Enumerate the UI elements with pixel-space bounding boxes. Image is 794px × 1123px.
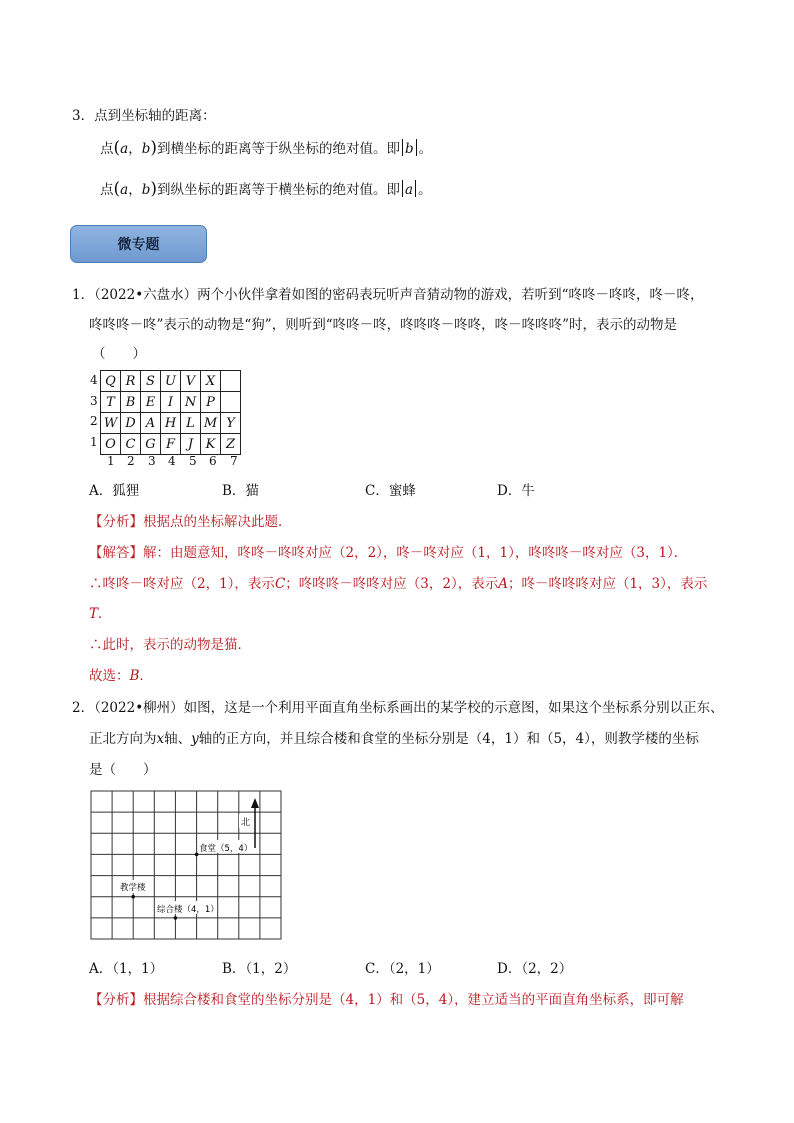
section3-line2: 点(a，b)到纵坐标的距离等于横坐标的绝对值。即 a 。 xyxy=(100,179,432,199)
canteen-label: 食堂（5，4） xyxy=(199,844,253,854)
grid-cell: M xyxy=(201,413,221,434)
cipher-grid xyxy=(100,370,241,455)
q2-option-b[interactable]: B．（1，2） xyxy=(222,961,297,977)
grid-x-label: 1 xyxy=(107,454,115,468)
map-grid-lines xyxy=(91,791,281,939)
teaching-point xyxy=(131,895,135,899)
teaching-label: 教学楼 xyxy=(120,883,146,893)
grid-cell: Q xyxy=(101,371,121,392)
topic-banner: 微专题 xyxy=(70,225,207,263)
q1-option-a[interactable]: A．狐狸 xyxy=(89,483,140,499)
grid-cell: S xyxy=(141,371,161,392)
q1-stem-line2: 咚咚咚－咚”表示的动物是“狗”，则听到“咚咚－咚，咚咚咚－咚咚，咚－咚咚咚”时，表示的动物是 xyxy=(89,317,678,333)
grid-cell: T xyxy=(101,392,121,413)
q1-therefore-1: ∴咚咚－咚对应（2，1），表示C；咚咚咚－咚咚对应（3，2），表示A；咚－咚咚咚对应（1，3），表示 xyxy=(89,576,708,592)
q1-answer: 【解答】解：由题意知，咚咚－咚咚对应（2，2），咚－咚对应（1，1），咚咚咚－咚对应（3，1）． xyxy=(89,545,688,561)
q2-option-a[interactable]: A．（1，1） xyxy=(89,961,164,977)
grid-row xyxy=(101,434,241,455)
grid-cell: G xyxy=(141,434,161,455)
grid-cell: U xyxy=(161,371,181,392)
q2-analysis: 【分析】根据综合楼和食堂的坐标分别是（4，1）和（5，4），建立适当的平面直角坐标系，即可解 xyxy=(89,992,684,1008)
grid-cell xyxy=(221,392,241,413)
q1-analysis: 【分析】根据点的坐标解决此题． xyxy=(89,514,292,530)
grid-cell: W xyxy=(101,413,121,434)
grid-cell: Z xyxy=(221,434,241,455)
grid-y-label: 3 xyxy=(90,394,98,408)
q2-stem-line1: 2．（2022•柳州）如图，这是一个利用平面直角坐标系画出的某学校的示意图，如果这个坐标系分别以正东、 xyxy=(72,700,724,716)
canteen-point xyxy=(195,853,199,857)
grid-x-label: 7 xyxy=(230,454,238,468)
grid-cell: R xyxy=(121,371,141,392)
grid-cell: K xyxy=(201,434,221,455)
grid-cell: D xyxy=(121,413,141,434)
q1-option-c[interactable]: C．蜜蜂 xyxy=(365,483,416,499)
grid-cell: B xyxy=(121,392,141,413)
grid-x-label: 6 xyxy=(209,454,217,468)
complex-label: 综合楼（4，1） xyxy=(157,905,219,915)
grid-cell: N xyxy=(181,392,201,413)
grid-cell: A xyxy=(141,413,161,434)
grid-cell: Y xyxy=(221,413,241,434)
grid-row xyxy=(101,371,241,392)
grid-cell: O xyxy=(101,434,121,455)
section3-line1: 点(a，b)到横坐标的距离等于纵坐标的绝对值。即 b 。 xyxy=(100,138,433,158)
q2-option-d[interactable]: D．（2，2） xyxy=(497,961,573,977)
grid-cell xyxy=(221,371,241,392)
school-map xyxy=(90,790,284,942)
q1-therefore-1-cont: T． xyxy=(89,606,112,622)
grid-row xyxy=(101,392,241,413)
grid-cell: X xyxy=(201,371,221,392)
grid-cell: P xyxy=(201,392,221,413)
grid-y-label: 1 xyxy=(90,435,98,449)
q1-option-b[interactable]: B．猫 xyxy=(222,483,259,499)
grid-cell: L xyxy=(181,413,201,434)
grid-y-label: 2 xyxy=(90,414,98,428)
grid-cell: J xyxy=(181,434,201,455)
grid-row xyxy=(101,413,241,434)
grid-cell: F xyxy=(161,434,181,455)
q1-option-d[interactable]: D．牛 xyxy=(497,483,535,499)
q1-stem-line1: 1．（2022•六盘水）两个小伙伴拿着如图的密码表玩听声音猜动物的游戏，若听到“咚咚－咚咚，咚－咚， xyxy=(72,287,704,303)
q1-therefore-2: ∴此时，表示的动物是猫． xyxy=(89,637,251,653)
complex-point xyxy=(174,916,178,920)
q2-stem-line2: 正北方向为x轴、y轴的正方向，并且综合楼和食堂的坐标分别是（4，1）和（5，4），则教学楼的坐标 xyxy=(89,731,699,747)
grid-x-label: 4 xyxy=(168,454,176,468)
grid-cell: I xyxy=(161,392,181,413)
grid-x-label: 2 xyxy=(127,454,135,468)
grid-cell: V xyxy=(181,371,201,392)
q1-choice: 故选：B． xyxy=(89,668,153,684)
north-arrow-icon xyxy=(251,798,259,808)
grid-x-label: 3 xyxy=(148,454,156,468)
q1-stem-line3: （ ） xyxy=(92,346,146,362)
grid-cell: E xyxy=(141,392,161,413)
q2-option-c[interactable]: C．（2，1） xyxy=(365,961,440,977)
section3-title: 3．点到坐标轴的距离： xyxy=(72,108,216,124)
grid-x-label: 5 xyxy=(189,454,197,468)
grid-cell: C xyxy=(121,434,141,455)
grid-cell: H xyxy=(161,413,181,434)
grid-y-label: 4 xyxy=(90,373,98,387)
north-label: 北 xyxy=(241,818,251,828)
q2-stem-line3: 是（ ） xyxy=(89,762,157,778)
